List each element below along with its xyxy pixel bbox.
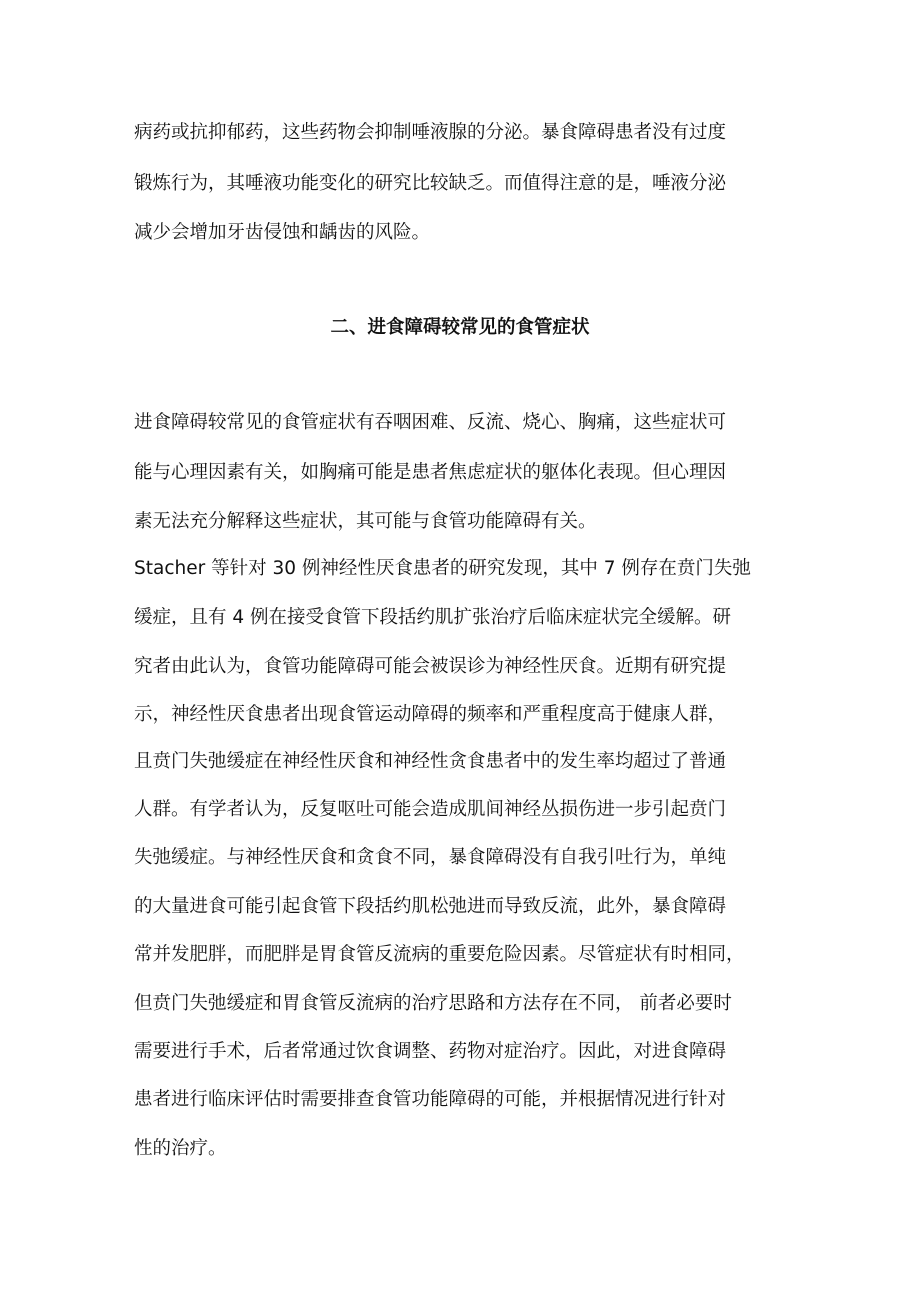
text-line: 且贲门失弛缓症在神经性厌食和神经性贪食患者中的发生率均超过了普通 [134,751,727,772]
text-line: 失弛缓症。与神经性厌食和贪食不同，暴食障碍没有自我引吐行为，单纯 [134,847,727,868]
text-line: 能与心理因素有关，如胸痛可能是患者焦虑症状的躯体化表现。但心理因 [134,462,727,483]
section-heading: 二、进食障碍较常见的食管症状 [330,317,590,338]
text-line: 进食障碍较常见的食管症状有吞咽困难、反流、烧心、胸痛，这些症状可 [134,412,727,433]
text-line: 素无法充分解释这些症状，其可能与食管功能障碍有关。 [134,511,597,532]
text-line: Stacher 等针对 30 例神经性厌食患者的研究发现，其中 7 例存在贲门失弛 [134,558,751,579]
text-line: 减少会增加牙齿侵蚀和龋齿的风险。 [134,222,431,243]
text-line: 患者进行临床评估时需要排查食管功能障碍的可能，并根据情况进行针对 [134,1089,727,1110]
text-line: 究者由此认为，食管功能障碍可能会被误诊为神经性厌食。近期有研究提 [134,656,727,677]
text-line: 锻炼行为，其唾液功能变化的研究比较缺乏。而值得注意的是，唾液分泌 [134,173,727,194]
text-line: 缓症，且有 4 例在接受食管下段括约肌扩张治疗后临床症状完全缓解。研 [134,607,732,628]
text-line: 人群。有学者认为，反复呕吐可能会造成肌间神经丛损伤进一步引起贲门 [134,799,727,820]
text-line: 性的治疗。 [134,1138,227,1159]
text-line: 但贲门失弛缓症和胃食管反流病的治疗思路和方法存在不同， 前者必要时 [134,993,732,1014]
text-line: 的大量进食可能引起食管下段括约肌松弛进而导致反流，此外，暴食障碍 [134,896,727,917]
text-line: 病药或抗抑郁药，这些药物会抑制唾液腺的分泌。暴食障碍患者没有过度 [134,122,727,143]
text-line: 常并发肥胖，而肥胖是胃食管反流病的重要危险因素。尽管症状有时相同， [134,944,745,965]
text-line: 示，神经性厌食患者出现食管运动障碍的频率和严重程度高于健康人群， [134,704,727,725]
text-line: 需要进行手术，后者常通过饮食调整、药物对症治疗。因此，对进食障碍 [134,1041,727,1062]
